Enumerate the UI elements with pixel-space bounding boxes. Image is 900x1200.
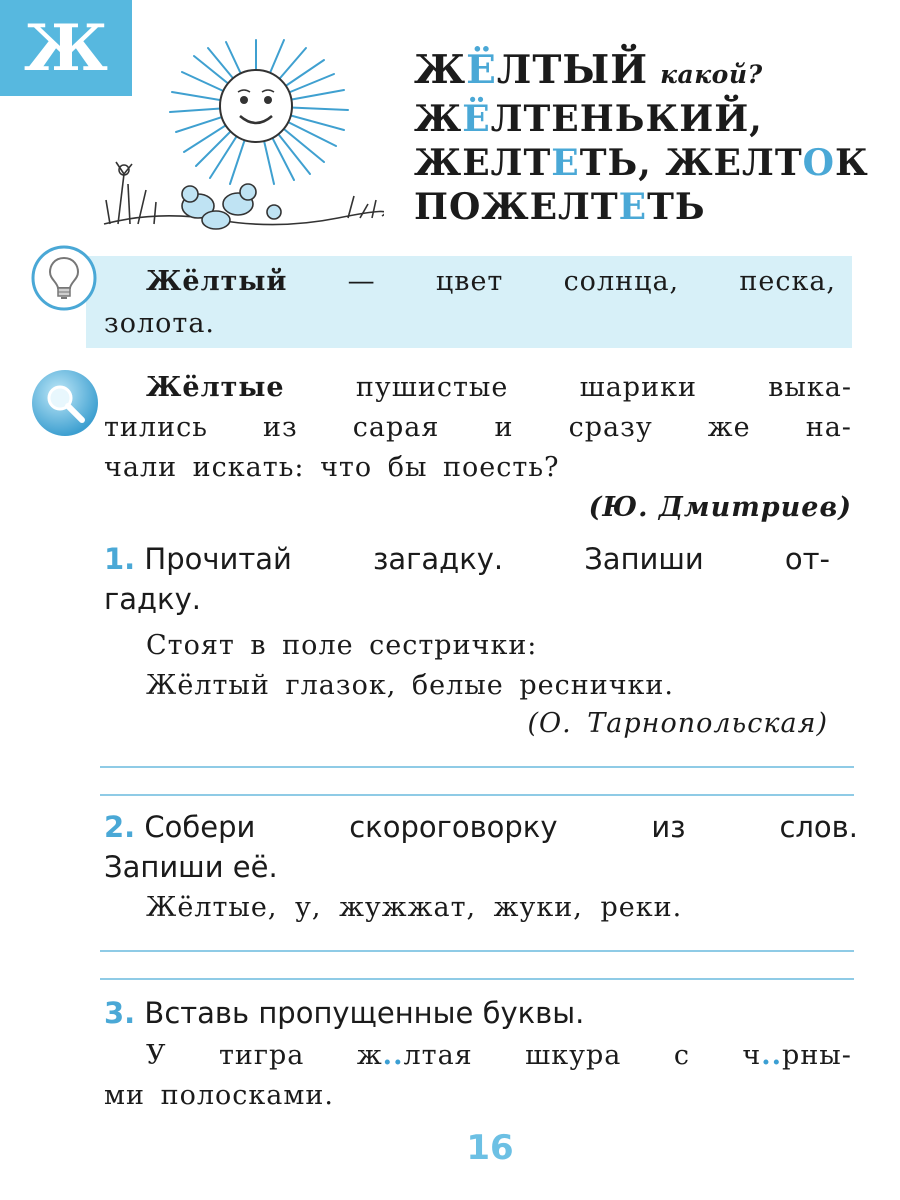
example-line-3: чали искать: что бы поесть? xyxy=(104,452,560,483)
example-author: (Ю. Дмитриев) xyxy=(588,492,852,523)
task2-number: 2. xyxy=(104,810,136,844)
task2-words: Жёлтые, у, жужжат, жуки, реки. xyxy=(146,892,683,923)
answer-line-3[interactable] xyxy=(100,950,854,952)
definition-line-2: золота. xyxy=(104,308,216,339)
heading-line-1: ЖЁЛТЫЙ какой? xyxy=(414,47,763,93)
example-line-2: тились из сарая и сразу же на- xyxy=(104,412,852,443)
definition-term: Жёлтый xyxy=(146,266,288,297)
missing-letter-1[interactable]: .. xyxy=(382,1040,404,1071)
task2-line-2: Запиши её. xyxy=(104,850,278,884)
missing-letter-2[interactable]: .. xyxy=(761,1040,783,1071)
magnifier-icon xyxy=(30,368,100,438)
example-line-1: Жёлтые пушистые шарики выка- xyxy=(146,372,852,403)
heading-line-3: ЖЕЛТЕТЬ, ЖЕЛТОК xyxy=(414,142,869,184)
heading-line-4: ПОЖЕЛТЕТЬ xyxy=(414,186,706,228)
question-hint: какой? xyxy=(660,60,763,89)
riddle-line-2: Жёлтый глазок, белые реснички. xyxy=(146,670,675,701)
sun-chicks-illustration xyxy=(98,34,384,240)
task1-line-2: гадку. xyxy=(104,582,201,616)
riddle-line-1: Стоят в поле сестрички: xyxy=(146,630,538,661)
heading-line-2: ЖЁЛТЕНЬКИЙ, xyxy=(414,98,763,140)
task3-sentence-line-1: У тигра ж..лтая шкура с ч..рны- xyxy=(146,1040,852,1071)
task3-line-1: 3. Вставь пропущенные буквы. xyxy=(104,996,585,1030)
word-heading xyxy=(414,48,884,229)
riddle-author: (О. Тарнопольская) xyxy=(527,708,828,739)
answer-line-1[interactable] xyxy=(100,766,854,768)
task1-number: 1. xyxy=(104,542,136,576)
lightbulb-icon xyxy=(30,244,98,312)
definition-line-1: Жёлтый — цвет солнца, песка, xyxy=(146,266,836,297)
page-number: 16 xyxy=(466,1128,514,1168)
task2-line-1: 2. Собери скороговорку из слов. xyxy=(104,810,858,844)
task3-sentence-line-2: ми полосками. xyxy=(104,1080,334,1111)
section-letter: Ж xyxy=(24,10,108,86)
answer-line-4[interactable] xyxy=(100,978,854,980)
answer-line-2[interactable] xyxy=(100,794,854,796)
task3-number: 3. xyxy=(104,996,136,1030)
task1-line-1: 1. Прочитай загадку. Запиши от- xyxy=(104,542,830,576)
